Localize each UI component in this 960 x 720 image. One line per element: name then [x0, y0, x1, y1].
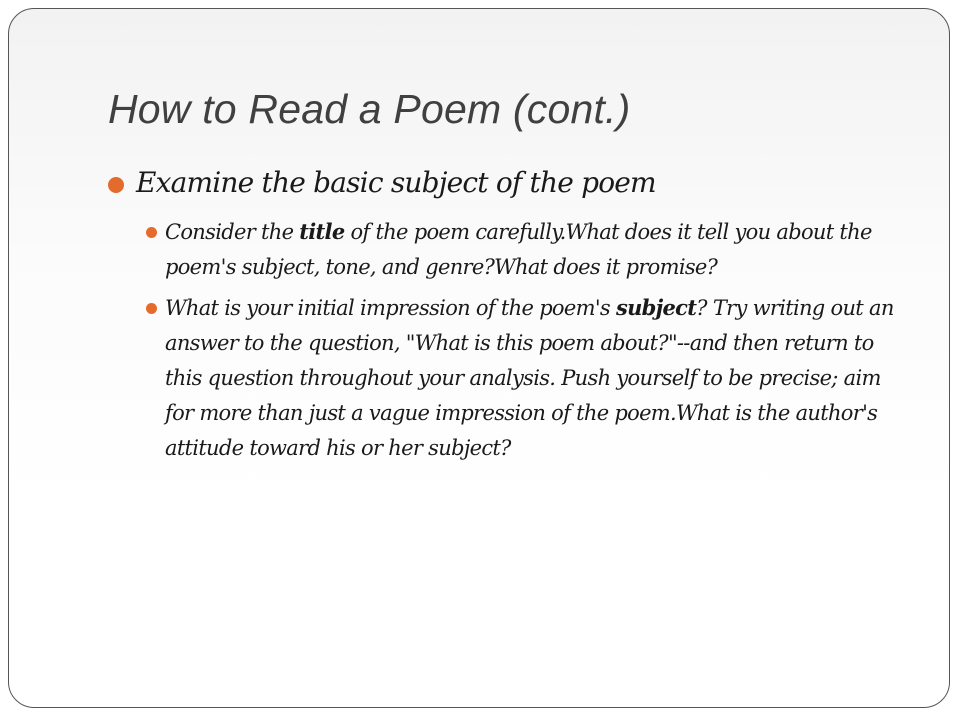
sub-bullet-list — [146, 214, 906, 471]
bullet-dot-icon — [146, 303, 157, 314]
sub-bullet-text-start: Consider the — [165, 220, 300, 244]
bullet-dot-icon — [146, 227, 157, 238]
sub-bullet-subject — [146, 290, 906, 466]
sub-bullet-text — [165, 290, 900, 466]
sub-bullet-text-end: ? Try writing out an answer to the question, "What is this poem about?"--and then return to this question throughout your analysis. Push yourself to be precise; aim for more than just a vague impression of the poem.What is the author's attitude toward his or her subject? — [165, 296, 894, 460]
sub-bullet-emphasis: subject — [615, 295, 697, 320]
sub-bullet-text-end: of the poem carefully.What does it tell you about the poem's subject, tone, and genre?What does it promise? — [165, 220, 872, 279]
slide-title: How to Read a Poem (cont.) — [108, 86, 631, 132]
main-bullet — [108, 160, 908, 206]
sub-bullet-text-start: What is your initial impression of the poem's — [165, 296, 616, 320]
sub-bullet-title — [146, 214, 906, 285]
sub-bullet-text — [165, 214, 900, 285]
bullet-dot-icon — [108, 177, 124, 193]
sub-bullet-emphasis: title — [299, 219, 345, 244]
main-bullet-text: Examine the basic subject of the poem — [136, 166, 656, 199]
